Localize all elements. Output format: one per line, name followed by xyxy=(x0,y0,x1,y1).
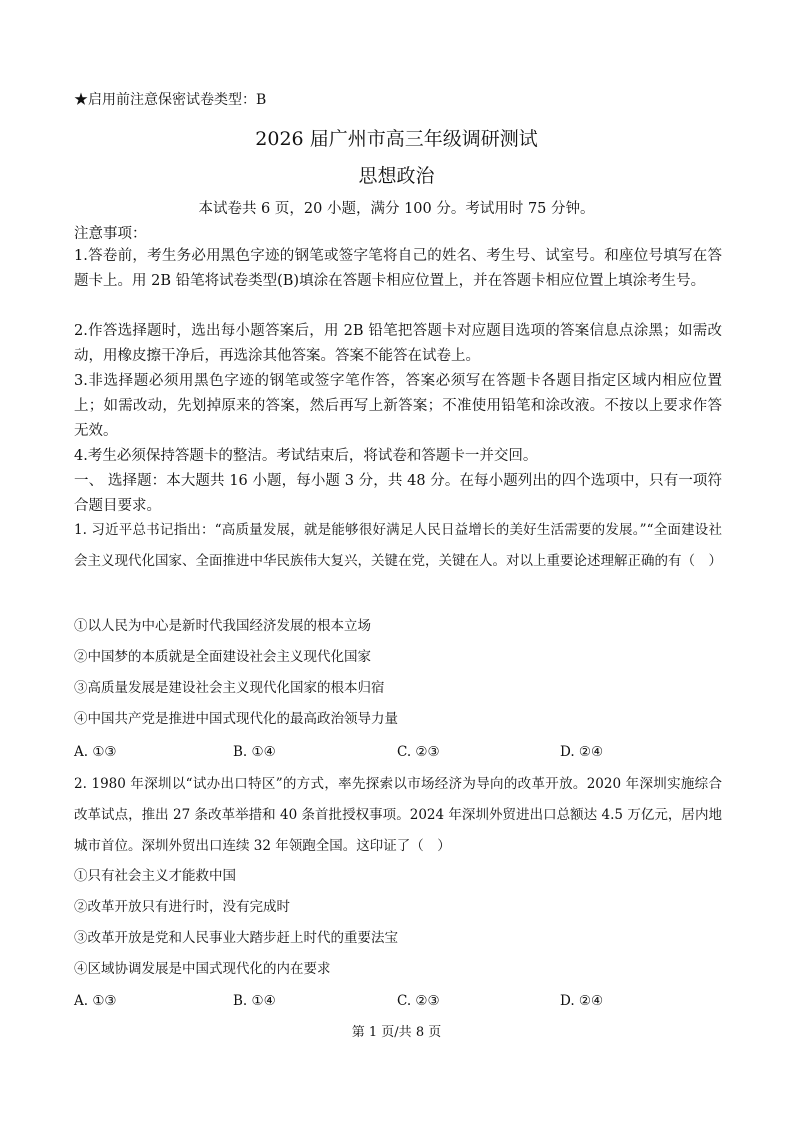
question-1-choice-a: A. ①③ xyxy=(74,744,117,760)
question-2-option-3: ③改革开放是党和人民事业大踏步赶上时代的重要法宝 xyxy=(74,930,398,946)
page-number: 第 1 页/共 8 页 xyxy=(351,1025,442,1040)
question-1-option-3: ③高质量发展是建设社会主义现代化国家的根本归宿 xyxy=(74,680,385,696)
question-1-option-4: ④中国共产党是推进中国式现代化的最高政治领导力量 xyxy=(74,711,398,727)
question-2-choices xyxy=(74,991,694,1011)
question-1-option-1: ①以人民为中心是新时代我国经济发展的根本立场 xyxy=(74,618,371,634)
question-1-choice-d: D. ②④ xyxy=(560,744,604,760)
question-1-choice-b: B. ①④ xyxy=(233,744,276,760)
question-2-choice-a: A. ①③ xyxy=(74,993,117,1009)
exam-info: 本试卷共 6 页，20 小题，满分 100 分。考试用时 75 分钟。 xyxy=(198,201,595,217)
question-2-option-2: ②改革开放只有进行时，没有完成时 xyxy=(74,899,290,915)
question-1-stem: 1. 习近平总书记指出：“高质量发展，就是能够很好满足人民日益增长的美好生活需要的发展。”“全面建设社会主义现代化国家、全面推进中华民族伟大复兴，关键在党，关键在人。对以上重要论述理解正确的有（ ） xyxy=(74,522,722,569)
question-2-choice-c: C. ②③ xyxy=(397,993,440,1009)
instruction-item-1: 1.答卷前，考生务必用黑色字迹的钢笔或签字笔将自己的姓名、考生号、试室号。和座位号填写在答题卡上。用 2B 铅笔将试卷类型(B)填涂在答题卡相应位置上，并在答题卡相应位置上填涂考生号。 xyxy=(74,248,722,289)
question-2-option-1: ①只有社会主义才能救中国 xyxy=(74,868,236,884)
instructions-heading: 注意事项： xyxy=(74,226,147,242)
section-one-heading: 一、 选择题：本大题共 16 小题，每小题 3 分，共 48 分。在每小题列出的四个选项中，只有一项符合题目要求。 xyxy=(74,473,722,514)
exam-title: 2026 届广州市高三年级调研测试 xyxy=(255,128,538,150)
instruction-item-3: 3.非选择题必须用黑色字迹的钢笔或签字笔作答，答案必须写在答题卡各题目指定区域内相应位置上；如需改动，先划掉原来的答案，然后再写上新答案；不准使用铅笔和涂改液。不按以上要求作答无效。 xyxy=(74,373,722,439)
question-2-choice-b: B. ①④ xyxy=(233,993,276,1009)
question-1-option-2: ②中国梦的本质就是全面建设社会主义现代化国家 xyxy=(74,649,371,665)
question-2-stem: 2. 1980 年深圳以“试办出口特区”的方式，率先探索以市场经济为导向的改革开放。2020 年深圳实施综合改革试点，推出 27 条改革举措和 40 条首批授权事项。2024 年深圳外贸进出口总额达 4.5 万亿元，居内地城市首位。深圳外贸出口连续 32 年领跑全国。这印证了（ ） xyxy=(74,776,722,854)
instruction-item-4: 4.考生必须保持答题卡的整洁。考试结束后，将试卷和答题卡一并交回。 xyxy=(74,448,538,464)
question-1-choices xyxy=(74,742,694,762)
instruction-item-2: 2.作答选择题时，选出每小题答案后，用 2B 铅笔把答题卡对应题目选项的答案信息点涂黑；如需改动，用橡皮擦干净后，再选涂其他答案。答案不能答在试卷上。 xyxy=(74,323,722,364)
question-2-choice-d: D. ②④ xyxy=(560,993,604,1009)
confidential-notice: ★启用前注意保密试卷类型：B xyxy=(74,92,267,108)
subject-title: 思想政治 xyxy=(358,165,435,187)
question-2-option-4: ④区域协调发展是中国式现代化的内在要求 xyxy=(74,961,331,977)
question-1-choice-c: C. ②③ xyxy=(397,744,440,760)
